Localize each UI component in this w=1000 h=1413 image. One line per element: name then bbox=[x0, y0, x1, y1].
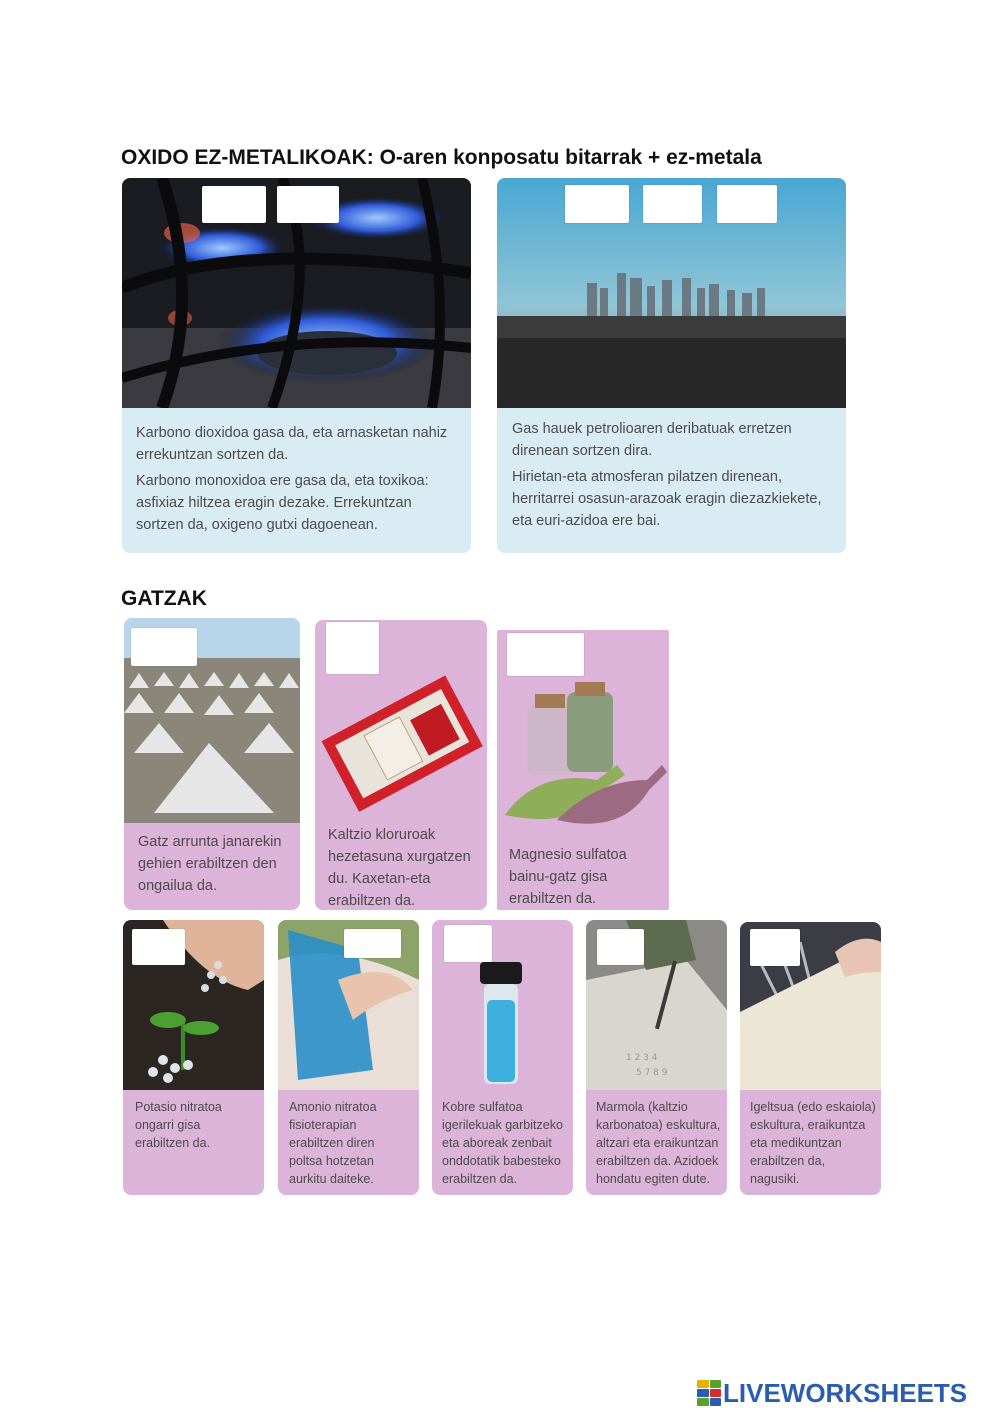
liveworksheets-logo bbox=[697, 1378, 967, 1408]
salt-card-potassium-nitrate-text: Potasio nitratoa ongarri gisa erabiltzen da. bbox=[135, 1100, 222, 1150]
answer-blank-stove-1[interactable] bbox=[202, 186, 266, 223]
answer-blank-copper-sulfate[interactable] bbox=[444, 925, 492, 962]
salt-card-table-salt-text: Gatz arrunta janarekin gehien erabiltzen den ongailua da. bbox=[138, 834, 282, 894]
salt-card-plaster-text: Igeltsua (edo eskaiola) eskultura, eraikuntza eta medikuntzan erabiltzen da, nagusiki. bbox=[750, 1100, 876, 1186]
answer-blank-plaster[interactable] bbox=[750, 929, 800, 966]
answer-blank-calcium-chloride[interactable] bbox=[326, 622, 379, 674]
answer-blank-table-salt[interactable] bbox=[131, 628, 197, 666]
answer-blank-potassium-nitrate[interactable] bbox=[132, 929, 185, 965]
answer-blank-marble[interactable] bbox=[597, 929, 644, 965]
answer-blank-stove-2[interactable] bbox=[277, 186, 339, 223]
salt-card-ammonium-nitrate-text: Amonio nitratoa fisioterapian erabiltzen diren poltsa hotzetan aurkitu daiteke. bbox=[289, 1100, 377, 1186]
oxide-card-smog-para-1: Gas hauek petrolioaren deribatuak erretzen direnean sortzen dira. bbox=[512, 421, 792, 459]
oxide-card-smog-para-2: Hirietan-eta atmosferan pilatzen direnean, herritarrei osasun-arazoak eragin diezazkiekete, eta euri-azidoa ere bai. bbox=[512, 469, 822, 529]
oxides-heading: OXIDO EZ-METALIKOAK: O-aren konposatu bitarrak + ez-metala bbox=[121, 146, 762, 169]
salt-card-copper-sulfate-text: Kobre sulfatoa igerilekuak garbitzeko eta aboreak zenbait onddotatik babesteko erabiltzen da. bbox=[442, 1100, 563, 1186]
oxide-card-stove bbox=[122, 178, 471, 553]
liveworksheets-logo-icon bbox=[697, 1380, 721, 1406]
svg-text:5 7 8 9: 5 7 8 9 bbox=[636, 1068, 668, 1078]
answer-blank-ammonium-nitrate[interactable] bbox=[344, 929, 401, 958]
salt-card-calcium-chloride-text: Kaltzio kloruroak hezetasuna xurgatzen du. Kaxetan-eta erabiltzen da. bbox=[328, 827, 471, 909]
liveworksheets-logo-text: LIVEWORKSHEETS bbox=[723, 1377, 968, 1408]
salt-card-magnesium-sulfate-text: Magnesio sulfatoa bainu-gatz gisa erabiltzen da. bbox=[509, 847, 627, 907]
salt-card-marble-text: Marmola (kaltzio karbonatoa) eskultura, altzari eta eraikuntzan erabiltzen da. Azidoek hondatu egiten dute. bbox=[596, 1100, 721, 1186]
answer-blank-magnesium-sulfate[interactable] bbox=[507, 633, 584, 676]
answer-blank-smog-3[interactable] bbox=[717, 185, 777, 223]
answer-blank-smog-2[interactable] bbox=[643, 185, 702, 223]
svg-text:1 2 3 4: 1 2 3 4 bbox=[626, 1053, 658, 1063]
oxide-card-stove-para-1: Karbono dioxidoa gasa da, eta arnasketan nahiz errekuntzan sortzen da. bbox=[136, 425, 448, 463]
answer-blank-smog-1[interactable] bbox=[565, 185, 629, 223]
salt-card-ammonium-nitrate bbox=[278, 920, 419, 1195]
oxide-card-smog bbox=[497, 178, 846, 553]
oxide-card-stove-para-2: Karbono monoxidoa ere gasa da, eta toxikoa: asfixiaz hiltzea eragin dezake. Errekuntzan sortzen da, oxigeno gutxi dagoenean. bbox=[136, 473, 429, 533]
salts-heading: GATZAK bbox=[121, 587, 207, 610]
